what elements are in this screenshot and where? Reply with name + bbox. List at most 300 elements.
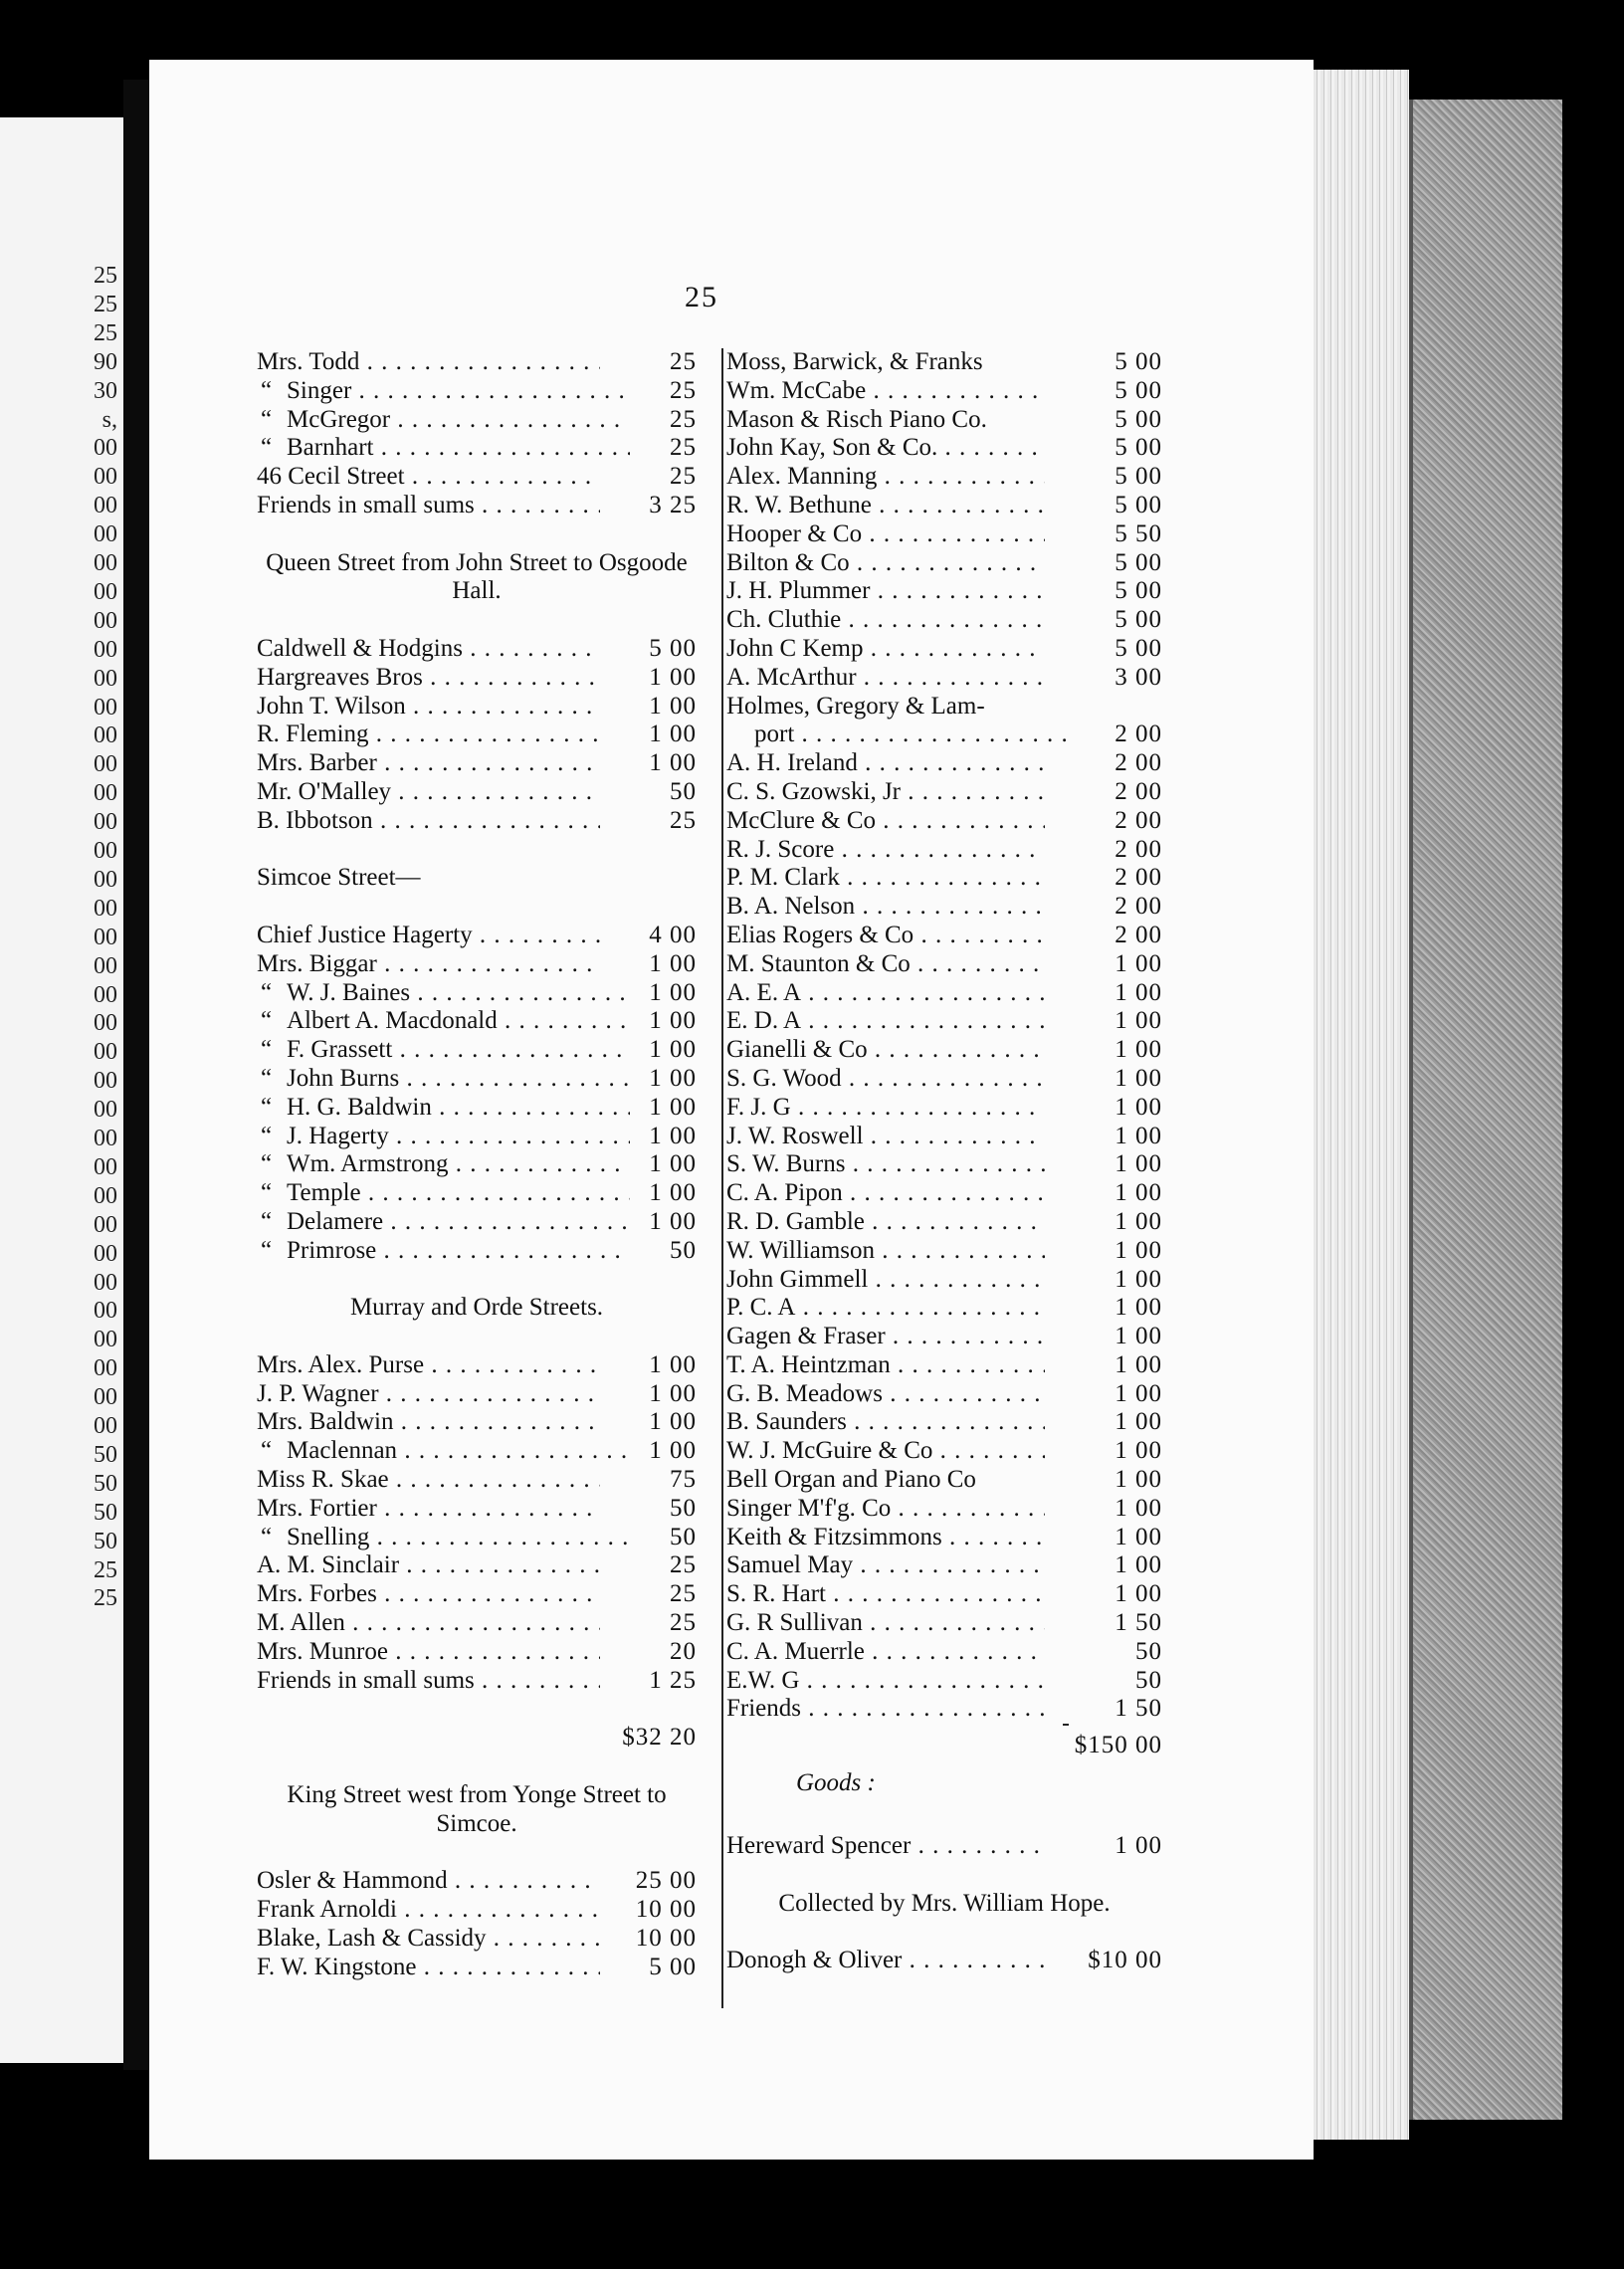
entry-amount: 5 00 [1109, 434, 1162, 463]
entry-amount: 1 00 [643, 1094, 697, 1123]
ditto-mark: “ [261, 1207, 273, 1235]
entry-amount: 1 00 [1109, 1036, 1162, 1065]
entry-name: T. A. Heintzman . . . [726, 1351, 1045, 1380]
spacer [726, 1918, 1162, 1947]
list-item [726, 463, 1162, 492]
entry-name: F. Grassett . . . [257, 1036, 630, 1065]
entry-amount: 1 00 [1109, 1237, 1162, 1266]
entry-name: E.W. G . . . [726, 1667, 1045, 1696]
margin-fragment: 00 [94, 1327, 117, 1353]
list-item [257, 348, 697, 377]
list-item [726, 1524, 1162, 1552]
spacer [257, 1695, 697, 1724]
margin-fragment: 00 [94, 1068, 117, 1095]
list-item [257, 1466, 697, 1495]
entry-name: Primrose . . . [257, 1237, 630, 1266]
margin-fragment: 00 [94, 1269, 117, 1296]
entry-name: John T. Wilson . . . [257, 693, 600, 722]
list-item [726, 1832, 1162, 1861]
margin-fragment: 00 [94, 751, 117, 778]
spacer [257, 1753, 697, 1781]
entry-name: Snelling . . . [257, 1524, 630, 1552]
entry-amount: 1 25 [643, 1667, 697, 1696]
list-item [726, 1237, 1162, 1266]
entry-amount: 1 00 [1109, 1294, 1162, 1323]
entry-name: Blake, Lash & Cassidy . . . [257, 1925, 600, 1954]
list-item [726, 1551, 1162, 1580]
list-item [726, 1036, 1162, 1065]
entry-name: Mrs. Alex. Purse . . . [257, 1351, 600, 1380]
entry-name: Mrs. Biggar . . . [257, 950, 600, 979]
entry-amount: 1 00 [1109, 1266, 1162, 1295]
list-item [726, 1380, 1162, 1409]
margin-fragment: 30 [94, 377, 117, 404]
section-heading: Queen Street from John Street to Osgoode Hall. [266, 548, 688, 605]
margin-fragment: 25 [94, 319, 117, 346]
entry-amount: 25 [664, 377, 697, 406]
entry-amount: 1 00 [1109, 1437, 1162, 1466]
list-item [726, 922, 1162, 950]
list-item [257, 492, 697, 520]
margin-fragment: 00 [94, 1211, 117, 1238]
total-amount: $150 00 [1069, 1724, 1162, 1767]
entry-name: Singer . . . [257, 377, 630, 406]
margin-fragment: 00 [94, 493, 117, 519]
list-item [726, 635, 1162, 664]
entry-amount: 5 00 [1109, 577, 1162, 606]
entry-name: Mr. O'Malley . . . [257, 778, 600, 807]
margin-fragment: 25 [94, 1556, 117, 1583]
entry-name: A. H. Ireland . . . [726, 749, 1045, 778]
entry-name: C. A. Muerrle . . . [726, 1638, 1045, 1667]
list-item [257, 979, 697, 1008]
entry-name: Alex. Manning . . . [726, 463, 1045, 492]
ditto-mark: “ [261, 1007, 273, 1035]
margin-fragment: s, [102, 406, 117, 433]
entry-amount: 1 00 [643, 693, 697, 722]
entry-name: Mrs. Forbes . . . [257, 1580, 600, 1609]
list-item [726, 549, 1162, 578]
entry-amount: 5 00 [1109, 377, 1162, 406]
entry-name: G. B. Meadows . . . [726, 1380, 1045, 1409]
entry-amount: 1 00 [1109, 1123, 1162, 1151]
left-column [257, 348, 697, 1981]
margin-fragment: 00 [94, 1039, 117, 1066]
entry-name: Hargreaves Bros . . . [257, 664, 600, 693]
entry-name: Miss R. Skae . . . [257, 1466, 600, 1495]
entry-name: port . . . [726, 721, 1073, 749]
margin-fragment: 50 [94, 1528, 117, 1554]
entry-amount: 3 25 [643, 492, 697, 520]
entry-name: P. M. Clark . . . [726, 864, 1045, 893]
list-item [726, 1179, 1162, 1208]
entry-name: S. W. Burns . . . [726, 1150, 1045, 1179]
list-item [257, 463, 697, 492]
entry-name: R. J. Score . . . [726, 836, 1045, 865]
column-divider [721, 348, 723, 2008]
ditto-mark: “ [261, 1064, 273, 1092]
entry-name: John C Kemp . . . [726, 635, 1045, 664]
list-item [257, 406, 697, 435]
entry-amount: 5 00 [643, 1954, 697, 1982]
list-item [257, 721, 697, 749]
entry-name: A. McArthur . . . [726, 664, 1045, 693]
section-heading: Collected by Mrs. William Hope. [778, 1889, 1111, 1917]
list-item [726, 1266, 1162, 1295]
entry-name: R. Fleming . . . [257, 721, 600, 749]
entry-name: Wm. Armstrong . . . [257, 1150, 630, 1179]
list-item [726, 979, 1162, 1008]
entry-name: Hereward Spencer . . . [726, 1832, 1045, 1861]
list-item [726, 348, 1162, 377]
entry-amount: 1 00 [643, 1123, 697, 1151]
margin-fragment: 00 [94, 521, 117, 548]
entry-amount: 25 [664, 434, 697, 463]
entry-amount: 1 00 [1109, 1323, 1162, 1351]
entry-name: R. D. Gamble . . . [726, 1208, 1045, 1237]
list-item [257, 1896, 697, 1925]
facing-page-fragment [0, 117, 123, 2063]
spacer [257, 1266, 697, 1295]
entry-name: McClure & Co . . . [726, 807, 1045, 836]
entry-name: W. J. McGuire & Co . . . [726, 1437, 1045, 1466]
entry-name: S. R. Hart . . . [726, 1580, 1045, 1609]
margin-fragment: 90 [94, 348, 117, 375]
list-item [726, 1609, 1162, 1638]
entry-name: Friends in small sums . . . [257, 492, 600, 520]
entry-name: Keith & Fitzsimmons . . . [726, 1524, 1045, 1552]
margin-fragment: 00 [94, 665, 117, 692]
entry-name: 46 Cecil Street . . . [257, 463, 600, 492]
entry-name: R. W. Bethune . . . [726, 492, 1045, 520]
list-item [726, 1323, 1162, 1351]
entry-amount: 1 50 [1109, 1695, 1162, 1724]
margin-fragment: 00 [94, 1240, 117, 1267]
entry-name: A. M. Sinclair . . . [257, 1551, 600, 1580]
entry-amount: 1 00 [1109, 1408, 1162, 1437]
spacer [726, 1803, 1162, 1832]
margin-fragment: 00 [94, 1097, 117, 1124]
entry-amount: 1 00 [643, 1437, 697, 1466]
entry-name: Mrs. Baldwin . . . [257, 1408, 600, 1437]
entry-name: J. Hagerty . . . [257, 1123, 630, 1151]
list-item [257, 1179, 697, 1208]
entry-name: F. J. G . . . [726, 1094, 1045, 1123]
list-item [257, 693, 697, 722]
list-item [257, 1580, 697, 1609]
entry-amount: 1 50 [1109, 1609, 1162, 1638]
spacer [257, 606, 697, 635]
book-cover [1409, 100, 1562, 2120]
list-item [257, 1524, 697, 1552]
margin-fragment: 00 [94, 1413, 117, 1439]
spacer [257, 520, 697, 549]
entry-name: M. Staunton & Co . . . [726, 950, 1045, 979]
list-item [726, 778, 1162, 807]
entry-amount: 1 00 [643, 1179, 697, 1208]
list-item [257, 1638, 697, 1667]
entry-amount: 5 00 [1109, 606, 1162, 635]
list-item [257, 950, 697, 979]
margin-fragment: 50 [94, 1441, 117, 1468]
list-item [726, 1408, 1162, 1437]
list-item [257, 1925, 697, 1954]
entry-amount: 1 00 [1109, 1007, 1162, 1036]
entry-amount: 2 00 [1109, 864, 1162, 893]
list-item [726, 520, 1162, 549]
entry-amount: 1 00 [643, 721, 697, 749]
entry-amount: 25 [664, 1580, 697, 1609]
entry-amount: 1 00 [643, 1408, 697, 1437]
entry-amount: 1 00 [643, 1007, 697, 1036]
margin-fragment: 00 [94, 1153, 117, 1180]
list-item [726, 836, 1162, 865]
entry-name: Caldwell & Hodgins . . . [257, 635, 600, 664]
entry-name: Osler & Hammond . . . [257, 1867, 600, 1896]
entry-name: Elias Rogers & Co . . . [726, 922, 1045, 950]
ditto-mark: “ [261, 1093, 273, 1121]
ditto-mark: “ [261, 978, 273, 1006]
entry-name: G. R Sullivan . . . [726, 1609, 1045, 1638]
entry-name: M. Allen . . . [257, 1609, 600, 1638]
margin-fragment: 00 [94, 1126, 117, 1151]
entry-name: W. Williamson . . . [726, 1237, 1045, 1266]
margin-fragment: 00 [94, 607, 117, 634]
entry-name: J. H. Plummer . . . [726, 577, 1045, 606]
list-item [726, 1495, 1162, 1524]
list-item [726, 1007, 1162, 1036]
entry-name: Hooper & Co . . . [726, 520, 1045, 549]
entry-amount: 5 00 [1109, 406, 1162, 435]
margin-fragment: 25 [94, 1585, 117, 1612]
spacer [257, 893, 697, 922]
list-item [257, 1065, 697, 1094]
entry-amount: 1 00 [1109, 950, 1162, 979]
entry-name: Mrs. Munroe . . . [257, 1638, 600, 1667]
entry-amount: 50 [1129, 1638, 1162, 1667]
list-item [257, 434, 697, 463]
list-item [726, 1667, 1162, 1696]
entry-name: Friends in small sums . . . [257, 1667, 600, 1696]
margin-fragment: 00 [94, 578, 117, 605]
margin-fragment: 00 [94, 780, 117, 807]
list-item [726, 1466, 1162, 1495]
margin-fragment: 00 [94, 952, 117, 979]
list-item [726, 1695, 1162, 1724]
entry-amount: 1 00 [643, 1208, 697, 1237]
spacer [726, 1861, 1162, 1890]
entry-amount: 1 00 [1109, 1466, 1162, 1495]
entry-amount: 50 [1129, 1667, 1162, 1696]
list-item [726, 721, 1162, 749]
list-item [257, 1007, 697, 1036]
entry-name: Ch. Cluthie . . . [726, 606, 1045, 635]
ditto-mark: “ [261, 1179, 273, 1207]
margin-fragment: 00 [94, 1384, 117, 1411]
margin-fragment: 00 [94, 694, 117, 721]
total-row [726, 1724, 1162, 1763]
entry-name: H. G. Baldwin . . . [257, 1094, 630, 1123]
list-item [257, 1437, 697, 1466]
spacer [257, 1323, 697, 1351]
entry-amount: 1 00 [643, 1351, 697, 1380]
list-item [726, 807, 1162, 836]
entry-amount: 50 [664, 1237, 697, 1266]
list-item [726, 950, 1162, 979]
entry-name: C. S. Gzowski, Jr . . . [726, 778, 1045, 807]
entry-name: Singer M'f'g. Co . . . [726, 1495, 1045, 1524]
margin-fragment: 50 [94, 1499, 117, 1526]
entry-name: Maclennan . . . [257, 1437, 630, 1466]
list-item [257, 377, 697, 406]
list-item [257, 635, 697, 664]
entry-name: S. G. Wood . . . [726, 1065, 1045, 1094]
list-item [726, 577, 1162, 606]
margin-fragment: 00 [94, 924, 117, 950]
entry-name: John Burns . . . [257, 1065, 630, 1094]
entry-amount: 1 00 [1109, 1351, 1162, 1380]
list-item [726, 1638, 1162, 1667]
margin-fragment: 00 [94, 981, 117, 1008]
entry-amount: 1 00 [1109, 1150, 1162, 1179]
margin-fragment: 00 [94, 838, 117, 864]
list-item [257, 1609, 697, 1638]
entry-amount: 50 [664, 1495, 697, 1524]
entry-name: B. Ibbotson . . . [257, 807, 600, 836]
list-item [726, 1437, 1162, 1466]
entry-amount: $10 00 [1082, 1947, 1162, 1975]
list-item [726, 1123, 1162, 1151]
entry-amount: 1 00 [1109, 1524, 1162, 1552]
list-item [726, 893, 1162, 922]
entry-amount: 1 00 [1109, 1495, 1162, 1524]
margin-fragment: 00 [94, 866, 117, 893]
section-total [257, 1724, 697, 1753]
entry-name: Mrs. Fortier . . . [257, 1495, 600, 1524]
list-item [257, 1380, 697, 1409]
entry-amount: 1 00 [643, 749, 697, 778]
section-heading: King Street west from Yonge Street to Simcoe. [287, 1780, 667, 1837]
entry-name: Donogh & Oliver . . . [726, 1947, 1045, 1975]
entry-amount: 1 00 [1109, 1094, 1162, 1123]
list-item [726, 1065, 1162, 1094]
entry-amount: 2 00 [1109, 922, 1162, 950]
list-item [726, 1150, 1162, 1179]
entry-name: Delamere . . . [257, 1208, 630, 1237]
entry-amount: 2 00 [1109, 807, 1162, 836]
entry-amount: 1 00 [643, 1380, 697, 1409]
section-heading: Simcoe Street— [257, 864, 421, 892]
list-item [257, 1408, 697, 1437]
entry-name: Friends . . . [726, 1695, 1045, 1724]
entry-name: Gagen & Fraser . . . [726, 1323, 1045, 1351]
list-item [257, 664, 697, 693]
list-item [257, 1208, 697, 1237]
list-item [257, 1495, 697, 1524]
list-item [257, 922, 697, 950]
list-item [726, 606, 1162, 635]
entry-amount: 5 00 [1109, 463, 1162, 492]
entry-name: Chief Justice Hagerty . . . [257, 922, 600, 950]
ditto-mark: “ [261, 405, 273, 433]
entry-amount: 1 00 [1109, 1179, 1162, 1208]
entry-amount: 50 [664, 778, 697, 807]
margin-fragment: 25 [94, 291, 117, 317]
total-amount: $32 20 [616, 1724, 697, 1753]
entry-amount: 5 00 [643, 635, 697, 664]
entry-name: Barnhart . . . [257, 434, 630, 463]
entry-amount: 5 00 [1109, 635, 1162, 664]
entry-amount: 1 00 [1109, 1832, 1162, 1861]
entry-name: B. Saunders . . . [726, 1408, 1045, 1437]
entry-name: Frank Arnoldi . . . [257, 1896, 600, 1925]
margin-fragment: 00 [94, 464, 117, 491]
entry-name: Bilton & Co . . . [726, 549, 1045, 578]
list-item [257, 1150, 697, 1179]
entry-amount: 1 00 [643, 1036, 697, 1065]
entry-amount: 1 00 [1109, 1580, 1162, 1609]
list-item [257, 1551, 697, 1580]
entry-amount: 3 00 [1109, 664, 1162, 693]
entry-amount: 25 [664, 348, 697, 377]
margin-fragment: 25 [94, 263, 117, 289]
entry-name: Mrs. Barber . . . [257, 749, 600, 778]
entry-amount: 5 00 [1109, 492, 1162, 520]
entry-amount: 2 00 [1109, 721, 1162, 749]
entry-amount: 25 [664, 1551, 697, 1580]
entry-name: P. C. A . . . [726, 1294, 1045, 1323]
list-item [257, 1237, 697, 1266]
ditto-mark: “ [261, 434, 273, 462]
ditto-mark: “ [261, 1150, 273, 1178]
entry-amount: 1 00 [1109, 1065, 1162, 1094]
entry-amount: 4 00 [643, 922, 697, 950]
entry-amount: 50 [664, 1524, 697, 1552]
margin-fragment: 00 [94, 1355, 117, 1382]
entry-name: J. P. Wagner . . . [257, 1380, 600, 1409]
list-item [726, 1208, 1162, 1237]
entry-name: W. J. Baines . . . [257, 979, 630, 1008]
entry-amount: 25 [664, 406, 697, 435]
list-item [726, 693, 1162, 722]
entry-name: Mrs. Todd . . . [257, 348, 600, 377]
entry-name: Wm. McCabe . . . [726, 377, 1045, 406]
list-item [726, 406, 1162, 435]
ditto-mark: “ [261, 1036, 273, 1064]
entry-name: Albert A. Macdonald . . . [257, 1007, 630, 1036]
margin-fragment: 00 [94, 722, 117, 749]
entry-name: Gianelli & Co . . . [726, 1036, 1045, 1065]
list-item [257, 1036, 697, 1065]
list-item [257, 1094, 697, 1123]
list-item [726, 1351, 1162, 1380]
margin-fragment: 00 [94, 809, 117, 836]
margin-fragment: 00 [94, 1298, 117, 1325]
right-column [726, 348, 1162, 1975]
list-item [257, 1667, 697, 1696]
entry-amount: 5 50 [1109, 520, 1162, 549]
goods-label: Goods : [796, 1769, 876, 1797]
entry-amount: 25 [664, 1609, 697, 1638]
entry-name: McGregor . . . [257, 406, 630, 435]
entry-amount: 1 00 [643, 664, 697, 693]
entry-name: Bell Organ and Piano Co [726, 1466, 976, 1494]
entry-amount: 10 00 [630, 1925, 697, 1954]
spacer [257, 836, 697, 865]
ditto-mark: “ [261, 1437, 273, 1465]
spacer [257, 1838, 697, 1867]
entry-amount: 75 [664, 1466, 697, 1495]
